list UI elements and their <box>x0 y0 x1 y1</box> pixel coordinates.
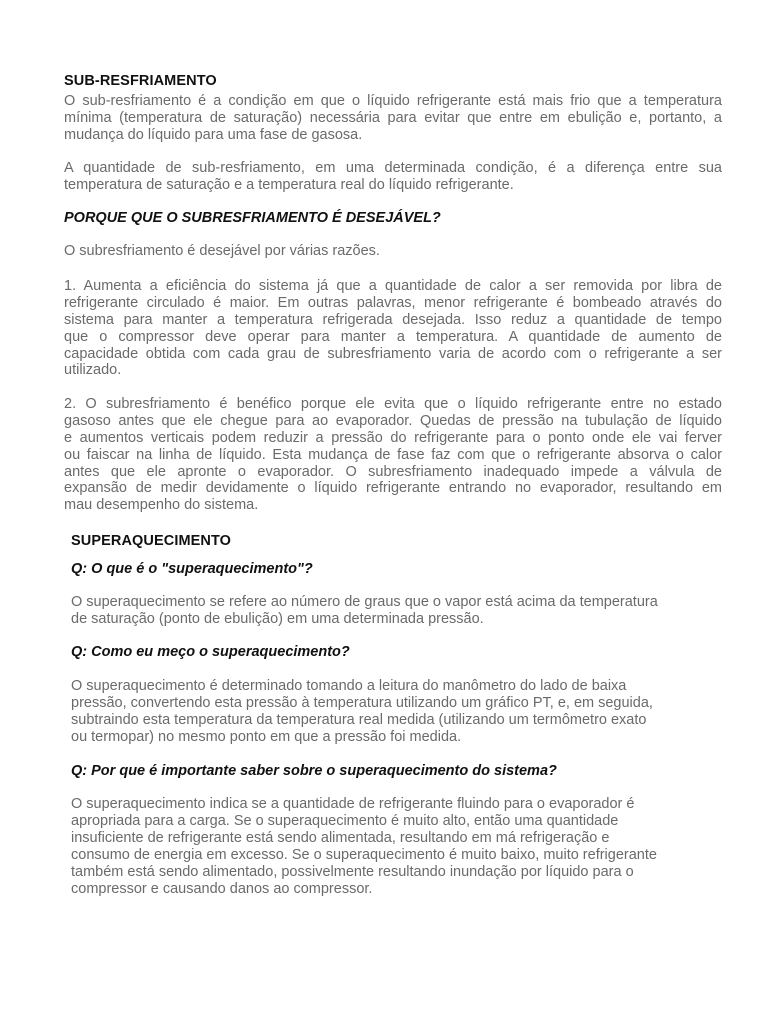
question-heading: Q: Por que é importante saber sobre o superaquecimento do sistema? <box>71 763 557 779</box>
text-line: 1. Aumenta a eficiência do sistema já que a quantidade de calor a ser removida por libra de <box>64 278 722 294</box>
text-line: temperatura de saturação e a temperatura real do líquido refrigerante. <box>64 176 514 193</box>
text-line: compressor e causando danos ao compressor. <box>71 880 373 897</box>
text-line: expansão de medir devidamente o líquido refrigerante entrando no evaporador, resultando em <box>64 480 722 497</box>
text-line: mudança do líquido para uma fase de gasosa. <box>64 126 363 143</box>
text-line: também está sendo alimentado, possivelmente resultando inundação por líquido para o <box>71 863 634 880</box>
text-line: A quantidade de sub-resfriamento, em uma determinada condição, é a diferença entre sua <box>64 160 722 176</box>
paragraph <box>71 594 711 628</box>
question-heading: Q: Como eu meço o superaquecimento? <box>71 644 350 660</box>
text-line: refrigerante circulado é maior. Em outras palavras, menor refrigerante é bombeado através do <box>64 294 722 311</box>
paragraph <box>71 796 711 897</box>
text-line: subtraindo esta temperatura da temperatura real medida (utilizando um termômetro exato <box>71 711 647 728</box>
paragraph <box>64 278 722 379</box>
text-line: gasoso antes que ele chegue para ao evaporador. Quedas de pressão na tubulação de líquido <box>64 412 722 429</box>
text-line: utilizado. <box>64 362 122 379</box>
text-line: mau desempenho do sistema. <box>64 497 259 514</box>
section-title-subresfriamento: SUB-RESFRIAMENTO <box>64 73 217 89</box>
text-line: apropriada para a carga. Se o superaquecimento é muito alto, então uma quantidade <box>71 812 619 829</box>
text-line: mínima (temperatura de saturação) necessária para evitar que entre em ebulição e, portanto, a <box>64 109 722 126</box>
text-line: O superaquecimento é determinado tomando a leitura do manômetro do lado de baixa <box>71 678 627 694</box>
paragraph <box>64 160 722 194</box>
question-heading: Q: O que é o "superaquecimento"? <box>71 561 313 577</box>
text-line: consumo de energia em excesso. Se o superaquecimento é muito baixo, muito refrigerante <box>71 846 657 863</box>
question-heading: PORQUE QUE O SUBRESFRIAMENTO É DESEJÁVEL? <box>64 210 441 226</box>
text-line: insuficiente de refrigerante está sendo alimentada, resultando em má refrigeração e <box>71 829 610 846</box>
section-title-superaquecimento: SUPERAQUECIMENTO <box>71 533 232 549</box>
text-line: e aumentos verticais podem reduzir a pressão do refrigerante para o ponto onde ele vai ferver <box>64 429 722 446</box>
text-line: que o compressor deve operar para manter a temperatura. A quantidade de aumento de <box>64 328 722 345</box>
paragraph <box>64 243 722 260</box>
text-line: de saturação (ponto de ebulição) em uma determinada pressão. <box>71 610 484 627</box>
text-line: O superaquecimento indica se a quantidade de refrigerante fluindo para o evaporador é <box>71 796 635 812</box>
paragraph <box>64 396 722 514</box>
text-line: capacidade obtida com cada grau de subresfriamento varia de acordo com o refrigerante a ser <box>64 345 722 362</box>
text-line: O subresfriamento é desejável por várias razões. <box>64 243 380 259</box>
text-line: 2. O subresfriamento é benéfico porque ele evita que o líquido refrigerante entre no estado <box>64 396 722 412</box>
paragraph <box>64 93 722 144</box>
text-line: pressão, convertendo esta pressão à temperatura utilizando um gráfico PT, e, em seguida, <box>71 694 653 711</box>
text-line: O superaquecimento se refere ao número de graus que o vapor está acima da temperatura <box>71 594 658 610</box>
text-line: O sub-resfriamento é a condição em que o líquido refrigerante está mais frio que a temperatura <box>64 93 722 109</box>
paragraph <box>71 678 711 746</box>
text-line: ou termopar) no mesmo ponto em que a pressão foi medida. <box>71 728 462 745</box>
text-line: sistema para manter a temperatura refrigerada desejada. Isso reduz a quantidade de tempo <box>64 311 722 328</box>
text-line: ou faiscar na linha de líquido. Esta mudança de fase faz com que o refrigerante absorva o calor <box>64 446 722 463</box>
text-line: antes que ele apronte o evaporador. O subresfriamento inadequado impede a válvula de <box>64 463 722 480</box>
